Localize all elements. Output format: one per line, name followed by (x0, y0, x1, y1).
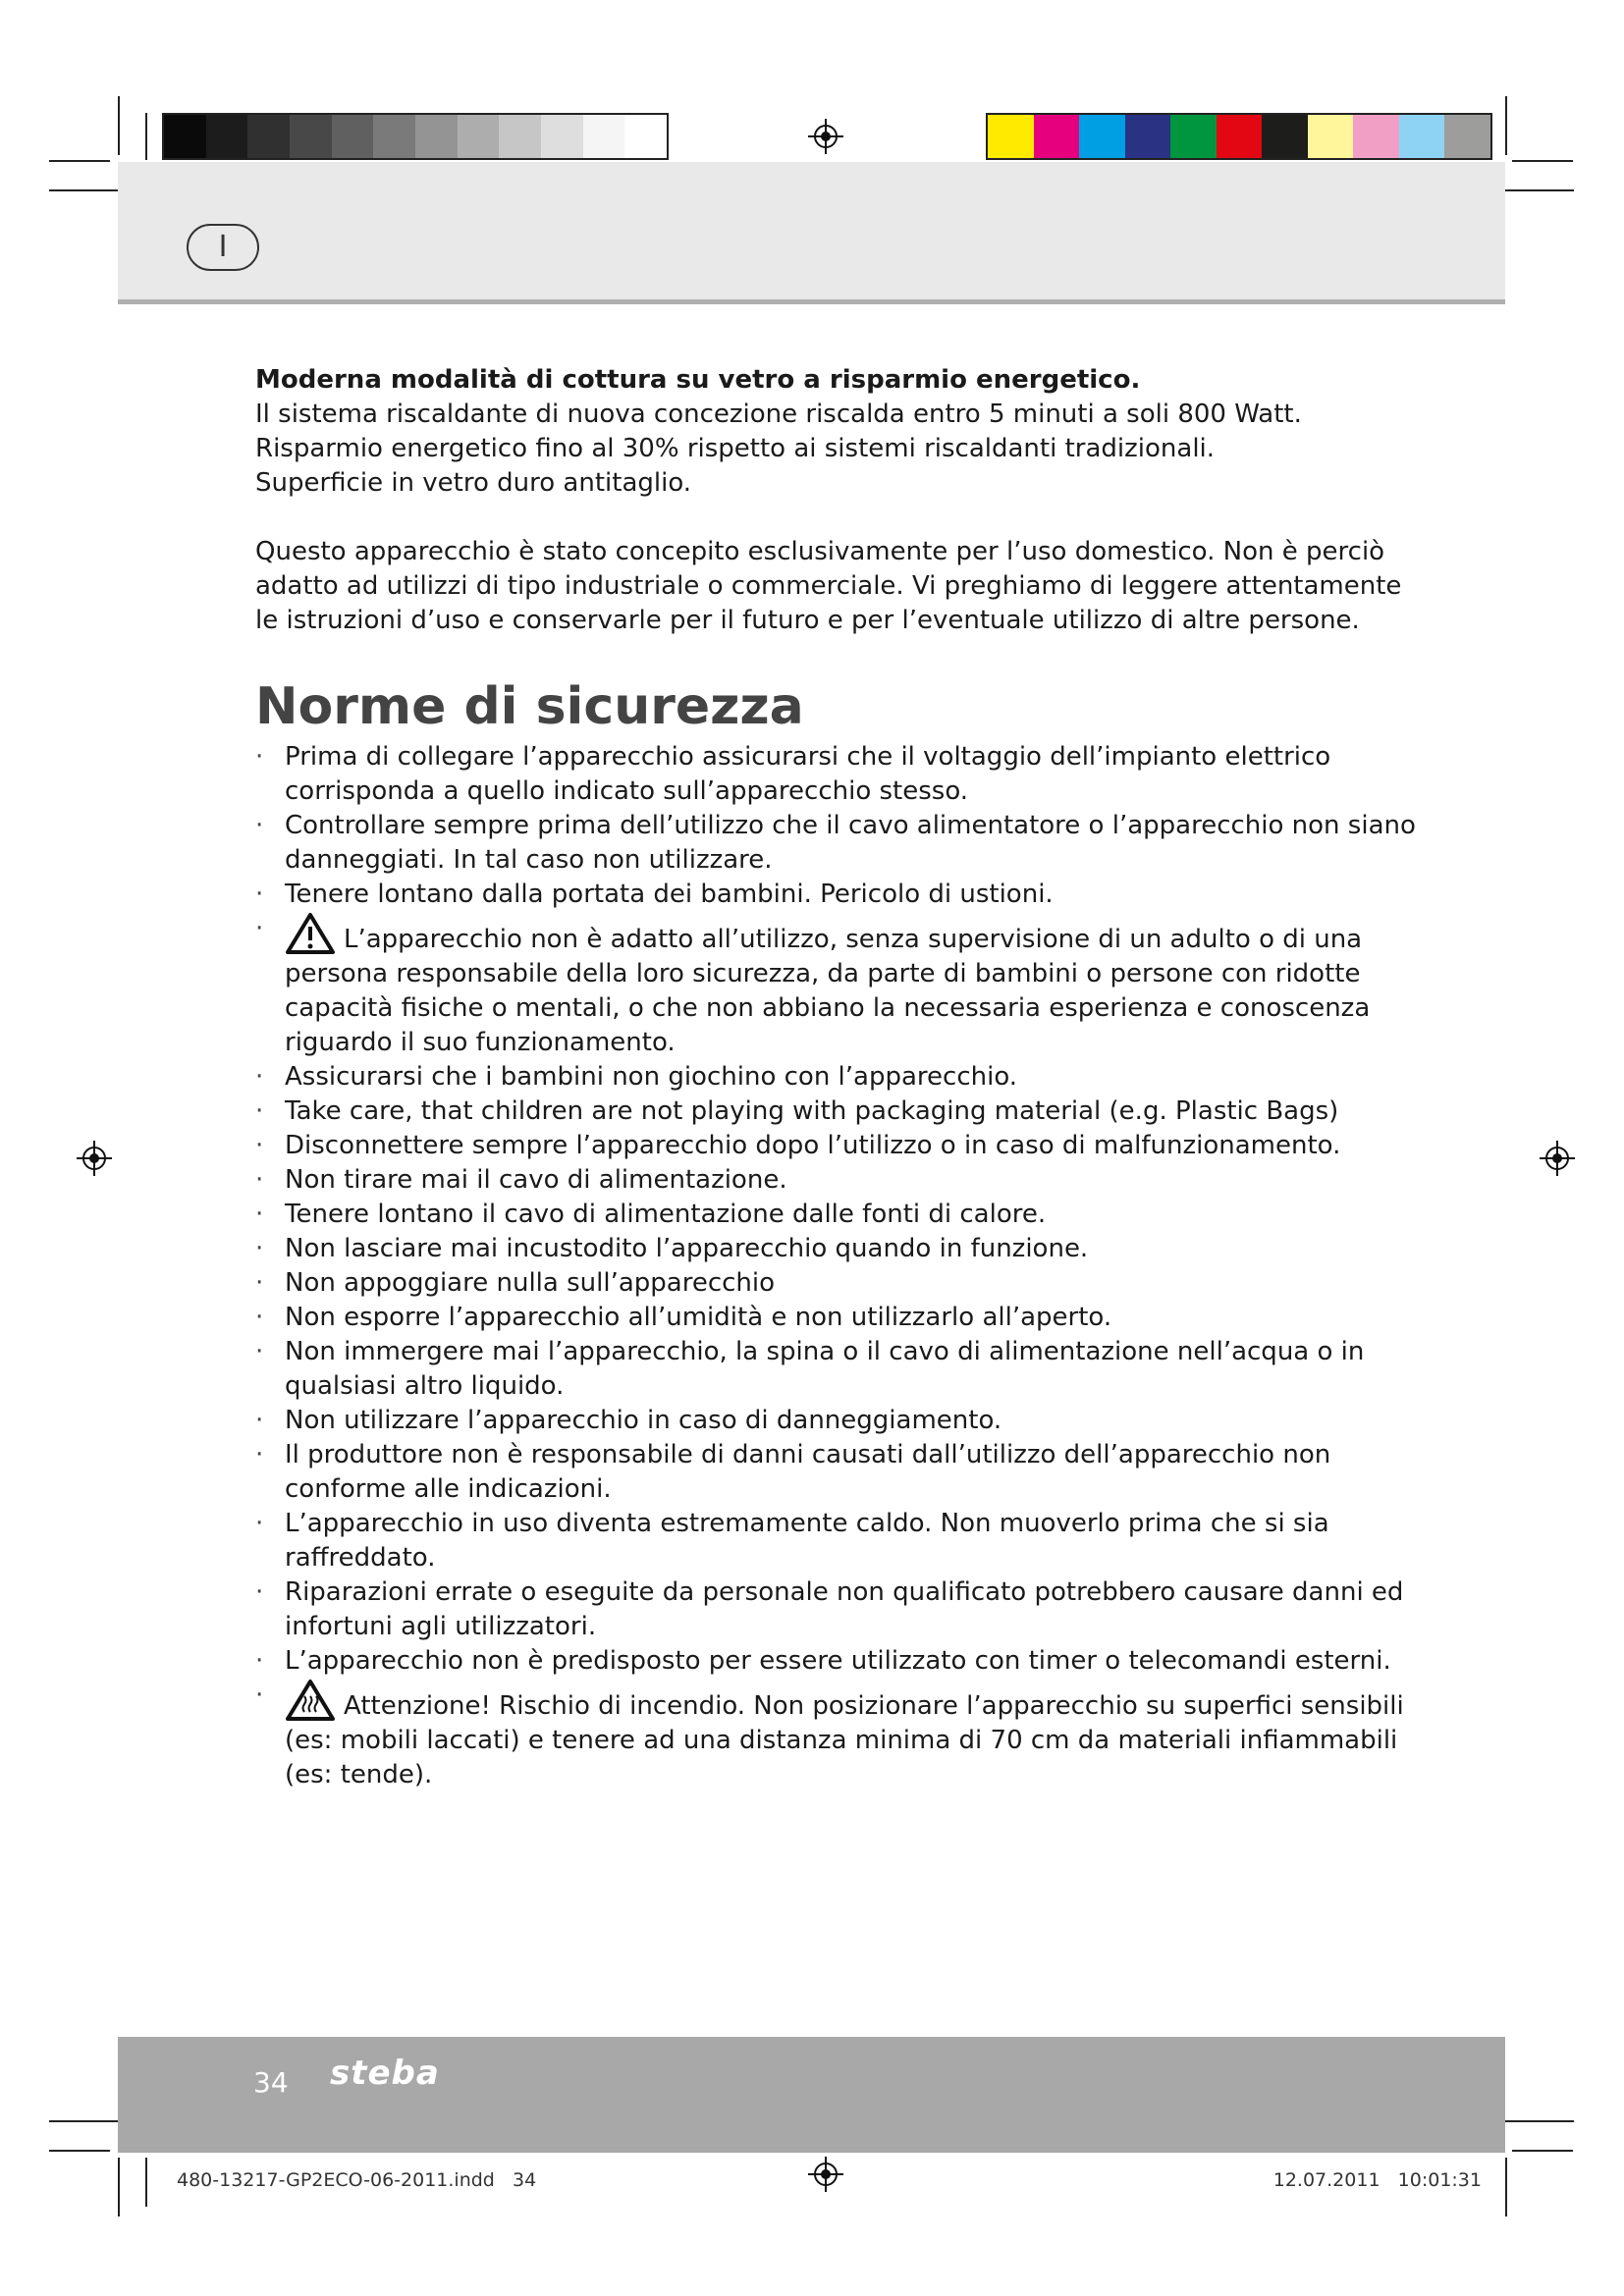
crop-mark (49, 2120, 118, 2122)
gray-swatch (624, 115, 667, 158)
language-badge (187, 224, 259, 271)
list-item: · Disconnettere sempre l’apparecchio dopo l’utilizzo o in caso di malfunzionamento. (255, 1131, 1341, 1160)
footer-band (118, 2037, 1505, 2153)
color-swatch (1170, 115, 1217, 158)
list-item: · Non esporre l’apparecchio all’umidità e non utilizzarlo all’aperto. (255, 1303, 1112, 1332)
color-swatch (1217, 115, 1263, 158)
gray-swatch (206, 115, 248, 158)
list-item: · Tenere lontano il cavo di alimentazione dalle fonti di calore. (255, 1200, 1047, 1229)
intro-heading: Moderna modalità di cottura su vetro a risparmio energetico. (255, 365, 1141, 395)
gray-swatch (164, 115, 206, 158)
crop-mark (1505, 189, 1574, 191)
list-item: · L’apparecchio non è adatto all’utilizzo, senza supervisione di un adulto o di una persona responsabile della loro sicurezza, da parte di bambini o persone con ridotte capacità fisiche o mentali, o che non abbiano la necessaria esperienza e conoscenza riguardo il suo funzionamento. (255, 914, 1371, 1057)
list-item: · Non lasciare mai incustodito l’apparecchio quando in funzione. (255, 1234, 1089, 1263)
registration-mark-icon (808, 2157, 843, 2192)
color-swatch (1444, 115, 1490, 158)
intro-line: Risparmio energetico fino al 30% rispetto ai sistemi riscaldanti tradizionali. (255, 434, 1216, 463)
intro-line: Superficie in vetro duro antitaglio. (255, 468, 692, 498)
section-title: Norme di sicurezza (255, 677, 804, 736)
list-item: · Tenere lontano dalla portata dei bambini. Pericolo di ustioni. (255, 880, 1054, 909)
crop-mark (118, 96, 120, 155)
color-swatch (1262, 115, 1308, 158)
list-item: · Attenzione! Rischio di incendio. Non posizionare l’apparecchio su superfici sensibili (es: mobili laccati) e tenere ad una distanza minima di 70 cm da materiali infiammabili (es: tende). (255, 1681, 1404, 1789)
color-swatch (1079, 115, 1125, 158)
crop-mark (1505, 2120, 1574, 2122)
color-swatch (1034, 115, 1080, 158)
gray-swatch (583, 115, 625, 158)
crop-mark (145, 2158, 147, 2207)
list-item: · L’apparecchio non è predisposto per essere utilizzato con timer o telecomandi esterni. (255, 1646, 1391, 1676)
hot-surface-warning-icon (285, 1679, 336, 1722)
gray-swatch (332, 115, 374, 158)
grayscale-calibration-bar (162, 113, 669, 160)
intro-section (255, 363, 1434, 638)
registration-mark-icon (808, 119, 843, 154)
color-swatch (1399, 115, 1445, 158)
crop-mark (118, 2158, 120, 2216)
list-item: · Non utilizzare l’apparecchio in caso di danneggiamento. (255, 1406, 1002, 1435)
color-calibration-bar (986, 113, 1492, 160)
crop-mark (145, 113, 147, 160)
registration-mark-icon (77, 1141, 112, 1176)
crop-mark (49, 160, 110, 162)
gray-swatch (541, 115, 583, 158)
registration-mark-icon (1540, 1141, 1575, 1176)
gray-swatch (458, 115, 500, 158)
list-item: · L’apparecchio in uso diventa estremamente caldo. Non muoverlo prima che si sia raffreddato. (255, 1509, 1329, 1573)
list-item: · Take care, that children are not playing with packaging material (e.g. Plastic Bags) (255, 1096, 1339, 1126)
gray-swatch (290, 115, 332, 158)
print-slug-right: 12.07.2011 10:01:31 (1272, 2169, 1482, 2191)
crop-mark (49, 2150, 110, 2152)
language-badge-label: I (218, 230, 228, 264)
header-band (118, 162, 1505, 304)
list-item: · Assicurarsi che i bambini non giochino con l’apparecchio. (255, 1062, 1018, 1092)
gray-swatch (373, 115, 415, 158)
crop-mark (1505, 96, 1507, 155)
list-item: · Il produttore non è responsabile di danni causati dall’utilizzo dell’apparecchio non conforme alle indicazioni. (255, 1440, 1331, 1504)
gray-swatch (499, 115, 541, 158)
brand-logo: steba (330, 2054, 440, 2093)
crop-mark (1512, 2150, 1573, 2152)
gray-swatch (415, 115, 458, 158)
safety-list (255, 740, 1434, 1792)
crop-mark (1505, 2158, 1507, 2216)
page-number: 34 (253, 2066, 289, 2099)
color-swatch (1125, 115, 1171, 158)
list-item: · Non immergere mai l’apparecchio, la spina o il cavo di alimentazione nell’acqua o in qualsiasi altro liquido. (255, 1337, 1365, 1401)
page-content (255, 363, 1434, 1792)
intro-paragraph: Questo apparecchio è stato concepito esclusivamente per l’uso domestico. Non è perciò adatto ad utilizzi di tipo industriale o commerciale. Vi preghiamo di leggere attentamente le istruzioni d’uso e conservarle per il futuro e per l’eventuale utilizzo di altre persone. (255, 537, 1402, 635)
color-swatch (1308, 115, 1354, 158)
warning-triangle-icon (285, 912, 336, 955)
crop-mark (49, 189, 118, 191)
list-item: · Prima di collegare l’apparecchio assicurarsi che il voltaggio dell’impianto elettrico corrisponda a quello indicato sull’apparecchio stesso. (255, 742, 1331, 806)
intro-line: Il sistema riscaldante di nuova concezione riscalda entro 5 minuti a soli 800 Watt. (255, 400, 1302, 429)
color-swatch (1353, 115, 1399, 158)
print-slug-left: 480-13217-GP2ECO-06-2011.indd 34 (177, 2169, 537, 2191)
list-item: · Non tirare mai il cavo di alimentazione. (255, 1165, 787, 1195)
list-item: · Riparazioni errate o eseguite da personale non qualificato potrebbero causare danni ed infortuni agli utilizzatori. (255, 1577, 1404, 1641)
crop-mark (1512, 160, 1573, 162)
gray-swatch (247, 115, 290, 158)
list-item: · Non appoggiare nulla sull’apparecchio (255, 1268, 776, 1298)
color-swatch (988, 115, 1034, 158)
list-item: · Controllare sempre prima dell’utilizzo che il cavo alimentatore o l’apparecchio non siano danneggiati. In tal caso non utilizzare. (255, 811, 1416, 875)
